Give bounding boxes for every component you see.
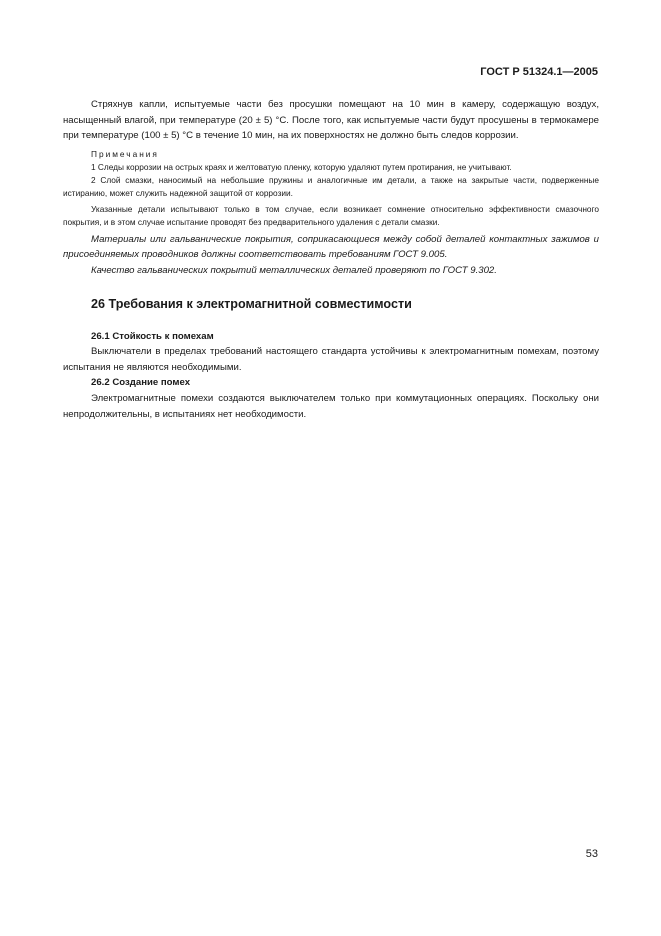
subsection-title: 26.1 Стойкость к помехам [91, 330, 214, 342]
body-paragraph: Электромагнитные помехи создаются выключателем только при коммутационных операциях. Поскольку они непродолжительны, в испытаниях нет необходимости. [63, 392, 599, 420]
italic-paragraph: Материалы или гальванические покрытия, соприкасающиеся между собой деталей контактных зажимов и присоединяемых проводников должны соответствовать требованиям ГОСТ 9.005. [63, 233, 599, 261]
note-item: Указанные детали испытывают только в том случае, если возникает сомнение относительно эффективности смазочного покрытия, и в этом случае испытание проводят без предварительного удаления с детали смазки. [63, 203, 599, 227]
italic-paragraph: Качество гальванических покрытий металлических деталей проверяют по ГОСТ 9.302. [91, 264, 497, 276]
section-title: 26 Требования к электромагнитной совместимости [91, 296, 412, 311]
subsection-title: 26.2 Создание помех [91, 377, 191, 389]
note-item: 1 Следы коррозии на острых краях и желтоватую пленку, которую удаляют путем протирания, не учитывают. [91, 161, 512, 172]
body-paragraph: Выключатели в пределах требований настоящего стандарта устойчивы к электромагнитным помехам, поэтому испытания не являются необходимыми. [63, 346, 599, 373]
page-number: 53 [585, 848, 598, 860]
document-header: ГОСТ Р 51324.1—2005 [480, 66, 598, 78]
note-item: 2 Слой смазки, наносимый на небольшие пружины и аналогичные им детали, а также на закрытые части, подверженные истиранию, может служить надежной защитой от коррозии. [63, 174, 599, 198]
page-content [63, 97, 599, 422]
note-label: Примечания [91, 148, 159, 159]
body-paragraph: Стряхнув капли, испытуемые части без просушки помещают на 10 мин в камеру, содержащую воздух, насыщенный влагой, при температуре (20 ± 5) °С. После того, как испытуемые части будут просушены в термокамере при температуре (100 ± 5) °С в течение 10 мин, на их поверхностях не должно быть следов коррозии. [63, 99, 599, 142]
